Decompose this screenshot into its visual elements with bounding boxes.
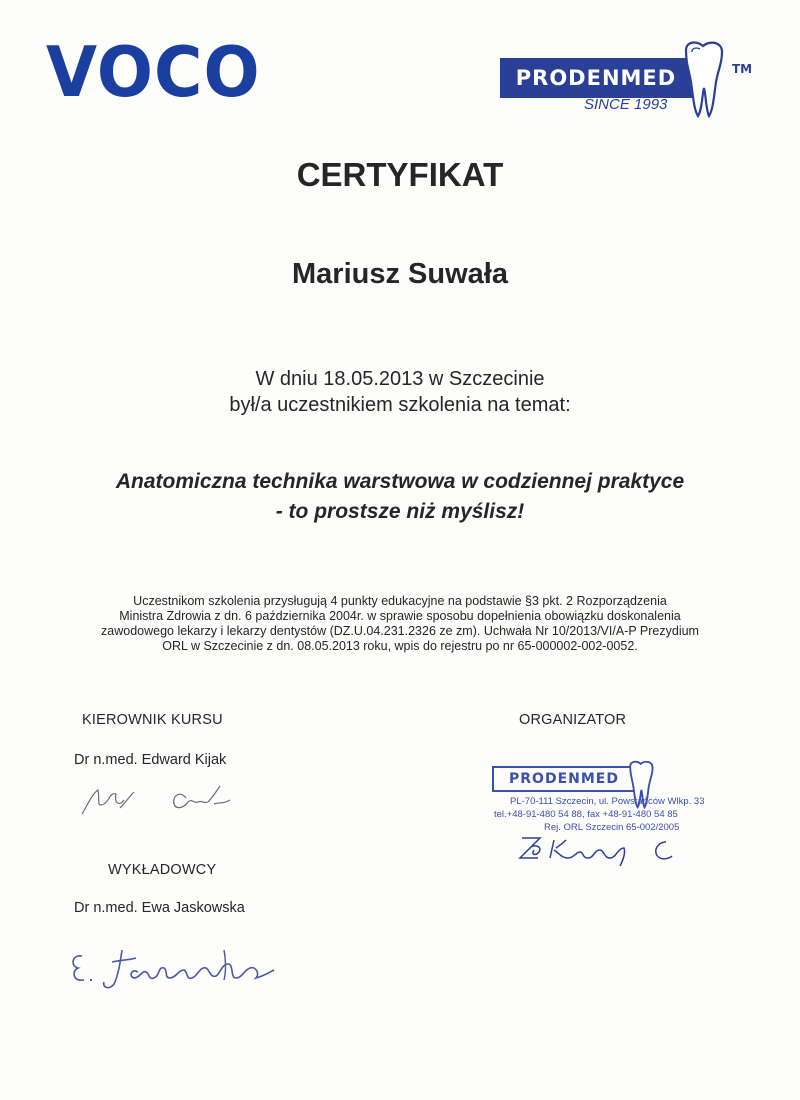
stamp-logo-text: PRODENMED [492, 766, 636, 792]
stamp-phone: tel.+48-91-480 54 88, fax +48-91-480 54 85 [494, 809, 678, 820]
training-topic [0, 467, 800, 527]
points-line: Ministra Zdrowia z dn. 6 października 2004r. w sprawie sposobu dopełnienia obowiązku doskonalenia [119, 609, 681, 623]
trademark-mark: TM [732, 62, 753, 76]
course-head-signature [74, 774, 274, 824]
stamp-address: PL-70-111 Szczecin, ul. Powstańców Wlkp. 33 [510, 796, 705, 807]
lecturers-label: WYKŁADOWCY [108, 862, 217, 878]
prodenmed-logo-text: PRODENMED [500, 58, 692, 98]
organizer-label: ORGANIZATOR [519, 712, 627, 728]
points-line: Uczestnikom szkolenia przysługują 4 punkty edukacyjne na podstawie §3 pkt. 2 Rozporządzenia [133, 594, 667, 608]
education-points-note [70, 594, 730, 654]
points-line: ORL w Szczecinie z dn. 08.05.2013 roku, wpis do rejestru po nr 65-000002-002-0052. [162, 639, 638, 653]
lecturer-name: Dr n.med. Ewa Jaskowska [74, 900, 245, 916]
certificate-title: CERTYFIKAT [296, 156, 504, 193]
tooth-icon [676, 40, 734, 120]
prodenmed-logo [500, 40, 790, 130]
recipient-name: Mariusz Suwała [292, 258, 508, 290]
lecturer-signature [60, 936, 310, 996]
intro-line: był/a uczestnikiem szkolenia na temat: [229, 394, 571, 416]
topic-line: Anatomiczna technika warstwowa w codziennej praktyce [115, 470, 685, 493]
intro-text [0, 366, 800, 418]
organizer-signature [510, 828, 690, 868]
course-head-name: Dr n.med. Edward Kijak [74, 752, 227, 768]
intro-line: W dniu 18.05.2013 w Szczecinie [255, 368, 545, 390]
since-text: SINCE 1993 [584, 96, 668, 113]
course-head-label: KIEROWNIK KURSU [82, 712, 223, 728]
stamp-registry: Rej. ORL Szczecin 65-002/2005 [544, 822, 680, 833]
topic-line: - to prostsze niż myślisz! [275, 500, 525, 523]
voco-logo: VOCO [46, 32, 261, 113]
points-line: zawodowego lekarzy i lekarzy dentystów (DZ.U.04.231.2326 ze zm). Uchwała Nr 10/2013/VI/A-P Prezydium [101, 624, 699, 638]
